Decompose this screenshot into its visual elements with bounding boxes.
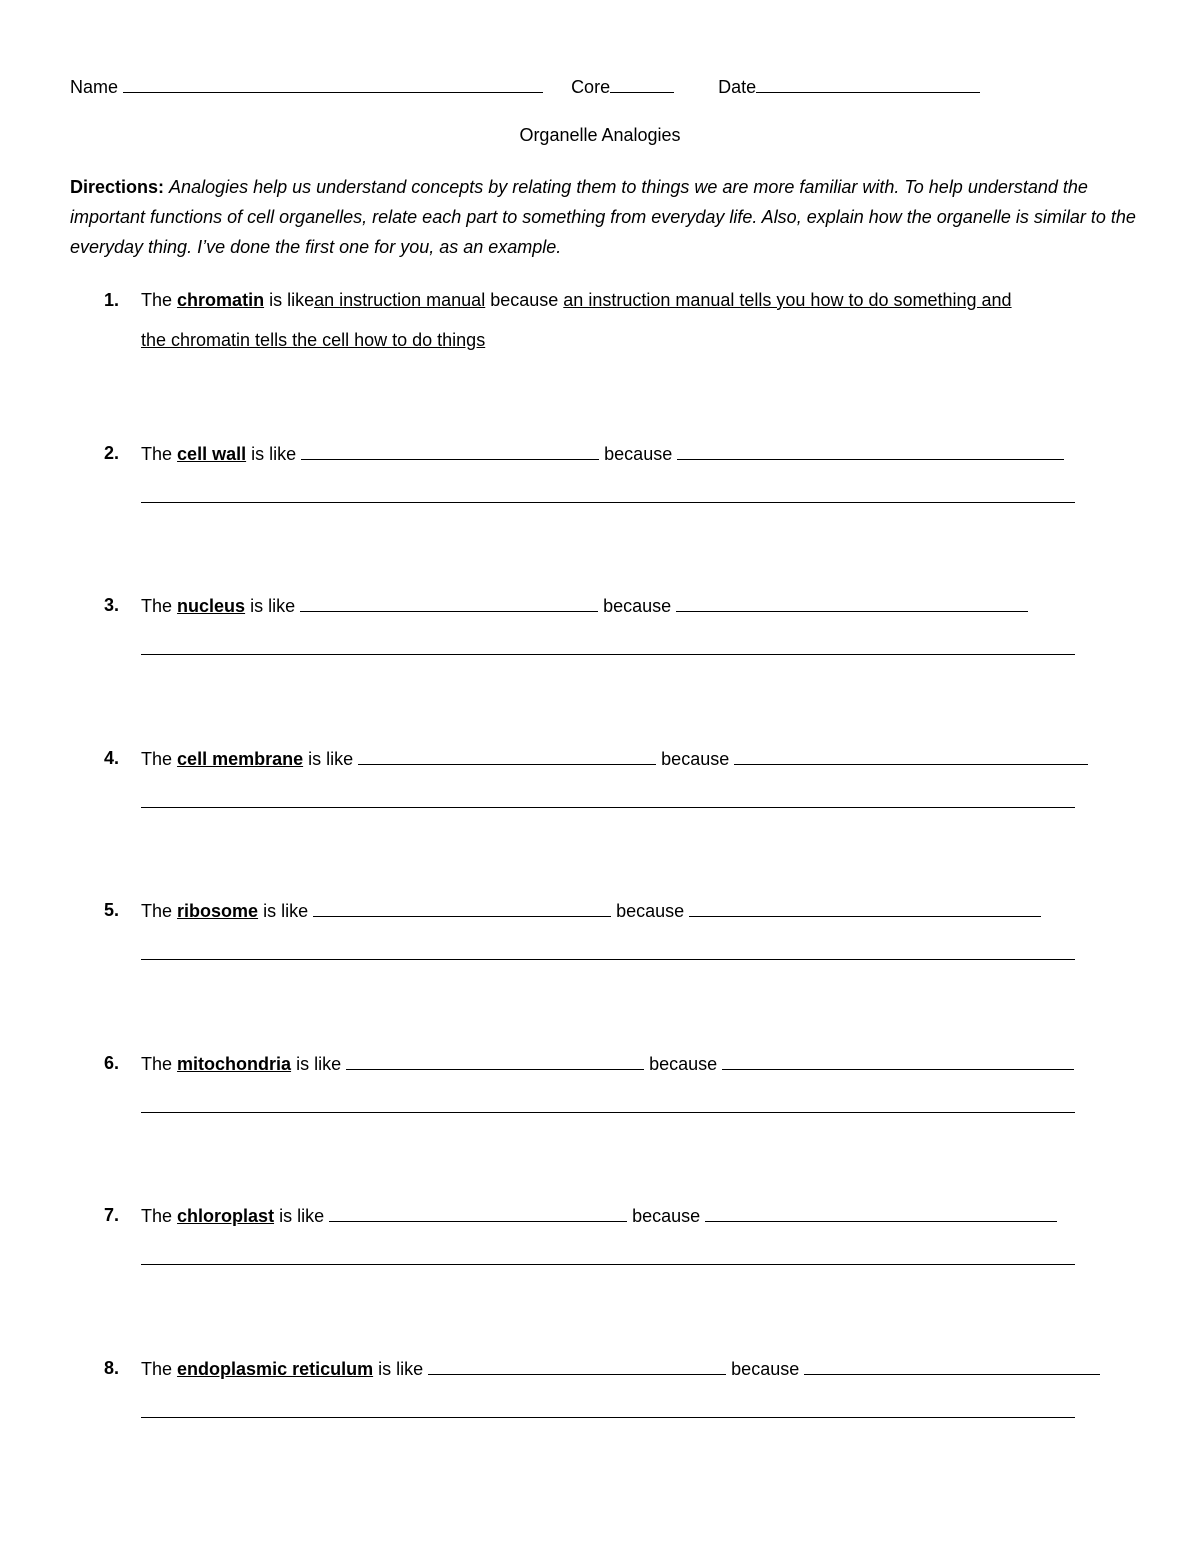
organelle-name: ribosome bbox=[177, 901, 259, 921]
question-line bbox=[141, 288, 1012, 312]
example-reason-line1: an instruction manual tells you how to do something and bbox=[563, 290, 1012, 310]
question-number: 4. bbox=[104, 748, 120, 768]
because-word: because bbox=[661, 749, 730, 769]
reason-blank-line2[interactable] bbox=[141, 806, 1075, 808]
because-word: because bbox=[616, 901, 685, 921]
question-line bbox=[141, 1051, 1074, 1076]
date-field[interactable] bbox=[756, 74, 980, 93]
because-word: because bbox=[649, 1054, 718, 1074]
organelle-name: endoplasmic reticulum bbox=[177, 1359, 374, 1379]
analogy-blank[interactable] bbox=[346, 1051, 644, 1070]
name-label: Name bbox=[70, 77, 119, 97]
organelle-name: chromatin bbox=[177, 290, 265, 310]
reason-blank[interactable] bbox=[676, 593, 1028, 612]
is-like-word: is like bbox=[269, 290, 315, 310]
because-word: because bbox=[603, 596, 672, 616]
header-row bbox=[70, 74, 980, 98]
because-word: because bbox=[604, 444, 673, 464]
question-number: 6. bbox=[104, 1053, 120, 1073]
the-word: The bbox=[141, 901, 173, 921]
organelle-name: cell wall bbox=[177, 444, 247, 464]
the-word: The bbox=[141, 444, 173, 464]
organelle-name: mitochondria bbox=[177, 1054, 292, 1074]
is-like-word: is like bbox=[279, 1206, 325, 1226]
analogy-blank[interactable] bbox=[301, 441, 599, 460]
example-reason-line2: the chromatin tells the cell how to do things bbox=[141, 330, 486, 350]
is-like-word: is like bbox=[378, 1359, 424, 1379]
is-like-word: is like bbox=[296, 1054, 342, 1074]
reason-blank-line2[interactable] bbox=[141, 501, 1075, 503]
core-label: Core bbox=[571, 77, 611, 97]
the-word: The bbox=[141, 290, 173, 310]
because-word: because bbox=[632, 1206, 701, 1226]
because-word: because bbox=[490, 290, 559, 310]
analogy-blank[interactable] bbox=[358, 746, 656, 765]
core-field[interactable] bbox=[610, 74, 674, 93]
organelle-name: chloroplast bbox=[177, 1206, 275, 1226]
directions bbox=[70, 172, 1140, 262]
reason-blank-line2[interactable] bbox=[141, 653, 1075, 655]
date-label: Date bbox=[718, 77, 757, 97]
name-field[interactable] bbox=[123, 74, 543, 93]
question-line bbox=[141, 593, 1028, 618]
question-number: 5. bbox=[104, 900, 120, 920]
question-line bbox=[141, 898, 1041, 923]
analogy-blank[interactable] bbox=[329, 1203, 627, 1222]
the-word: The bbox=[141, 1206, 173, 1226]
the-word: The bbox=[141, 596, 173, 616]
analogy-blank[interactable] bbox=[313, 898, 611, 917]
organelle-name: cell membrane bbox=[177, 749, 304, 769]
the-word: The bbox=[141, 749, 173, 769]
example-analogy: an instruction manual bbox=[314, 290, 486, 310]
is-like-word: is like bbox=[308, 749, 354, 769]
page-title: Organelle Analogies bbox=[519, 125, 681, 145]
question-number: 7. bbox=[104, 1205, 120, 1225]
question-number: 3. bbox=[104, 595, 120, 615]
reason-blank[interactable] bbox=[734, 746, 1088, 765]
example-reason-line2-wrap bbox=[141, 328, 485, 352]
reason-blank-line2[interactable] bbox=[141, 1263, 1075, 1265]
is-like-word: is like bbox=[251, 444, 297, 464]
question-number: 1. bbox=[104, 290, 120, 310]
is-like-word: is like bbox=[263, 901, 309, 921]
reason-blank-line2[interactable] bbox=[141, 1416, 1075, 1418]
reason-blank-line2[interactable] bbox=[141, 958, 1075, 960]
directions-label: Directions: bbox=[70, 177, 165, 197]
directions-text: Analogies help us understand concepts by relating them to things we are more familiar with. To help understand the important functions of cell organelles, relate each part to something from everyday life. Also, explain how the organelle is similar to the everyday thing. I’ve done the first one for you, as an example. bbox=[70, 177, 1136, 257]
reason-blank-line2[interactable] bbox=[141, 1111, 1075, 1113]
question-number: 8. bbox=[104, 1358, 120, 1378]
is-like-word: is like bbox=[250, 596, 296, 616]
the-word: The bbox=[141, 1359, 173, 1379]
question-line bbox=[141, 746, 1088, 771]
reason-blank[interactable] bbox=[705, 1203, 1057, 1222]
reason-blank[interactable] bbox=[677, 441, 1064, 460]
reason-blank[interactable] bbox=[722, 1051, 1074, 1070]
question-number: 2. bbox=[104, 443, 120, 463]
organelle-name: nucleus bbox=[177, 596, 246, 616]
question-line bbox=[141, 1356, 1100, 1381]
because-word: because bbox=[731, 1359, 800, 1379]
question-line bbox=[141, 441, 1064, 466]
question-line bbox=[141, 1203, 1057, 1228]
analogy-blank[interactable] bbox=[428, 1356, 726, 1375]
reason-blank[interactable] bbox=[689, 898, 1041, 917]
analogy-blank[interactable] bbox=[300, 593, 598, 612]
reason-blank[interactable] bbox=[804, 1356, 1100, 1375]
the-word: The bbox=[141, 1054, 173, 1074]
